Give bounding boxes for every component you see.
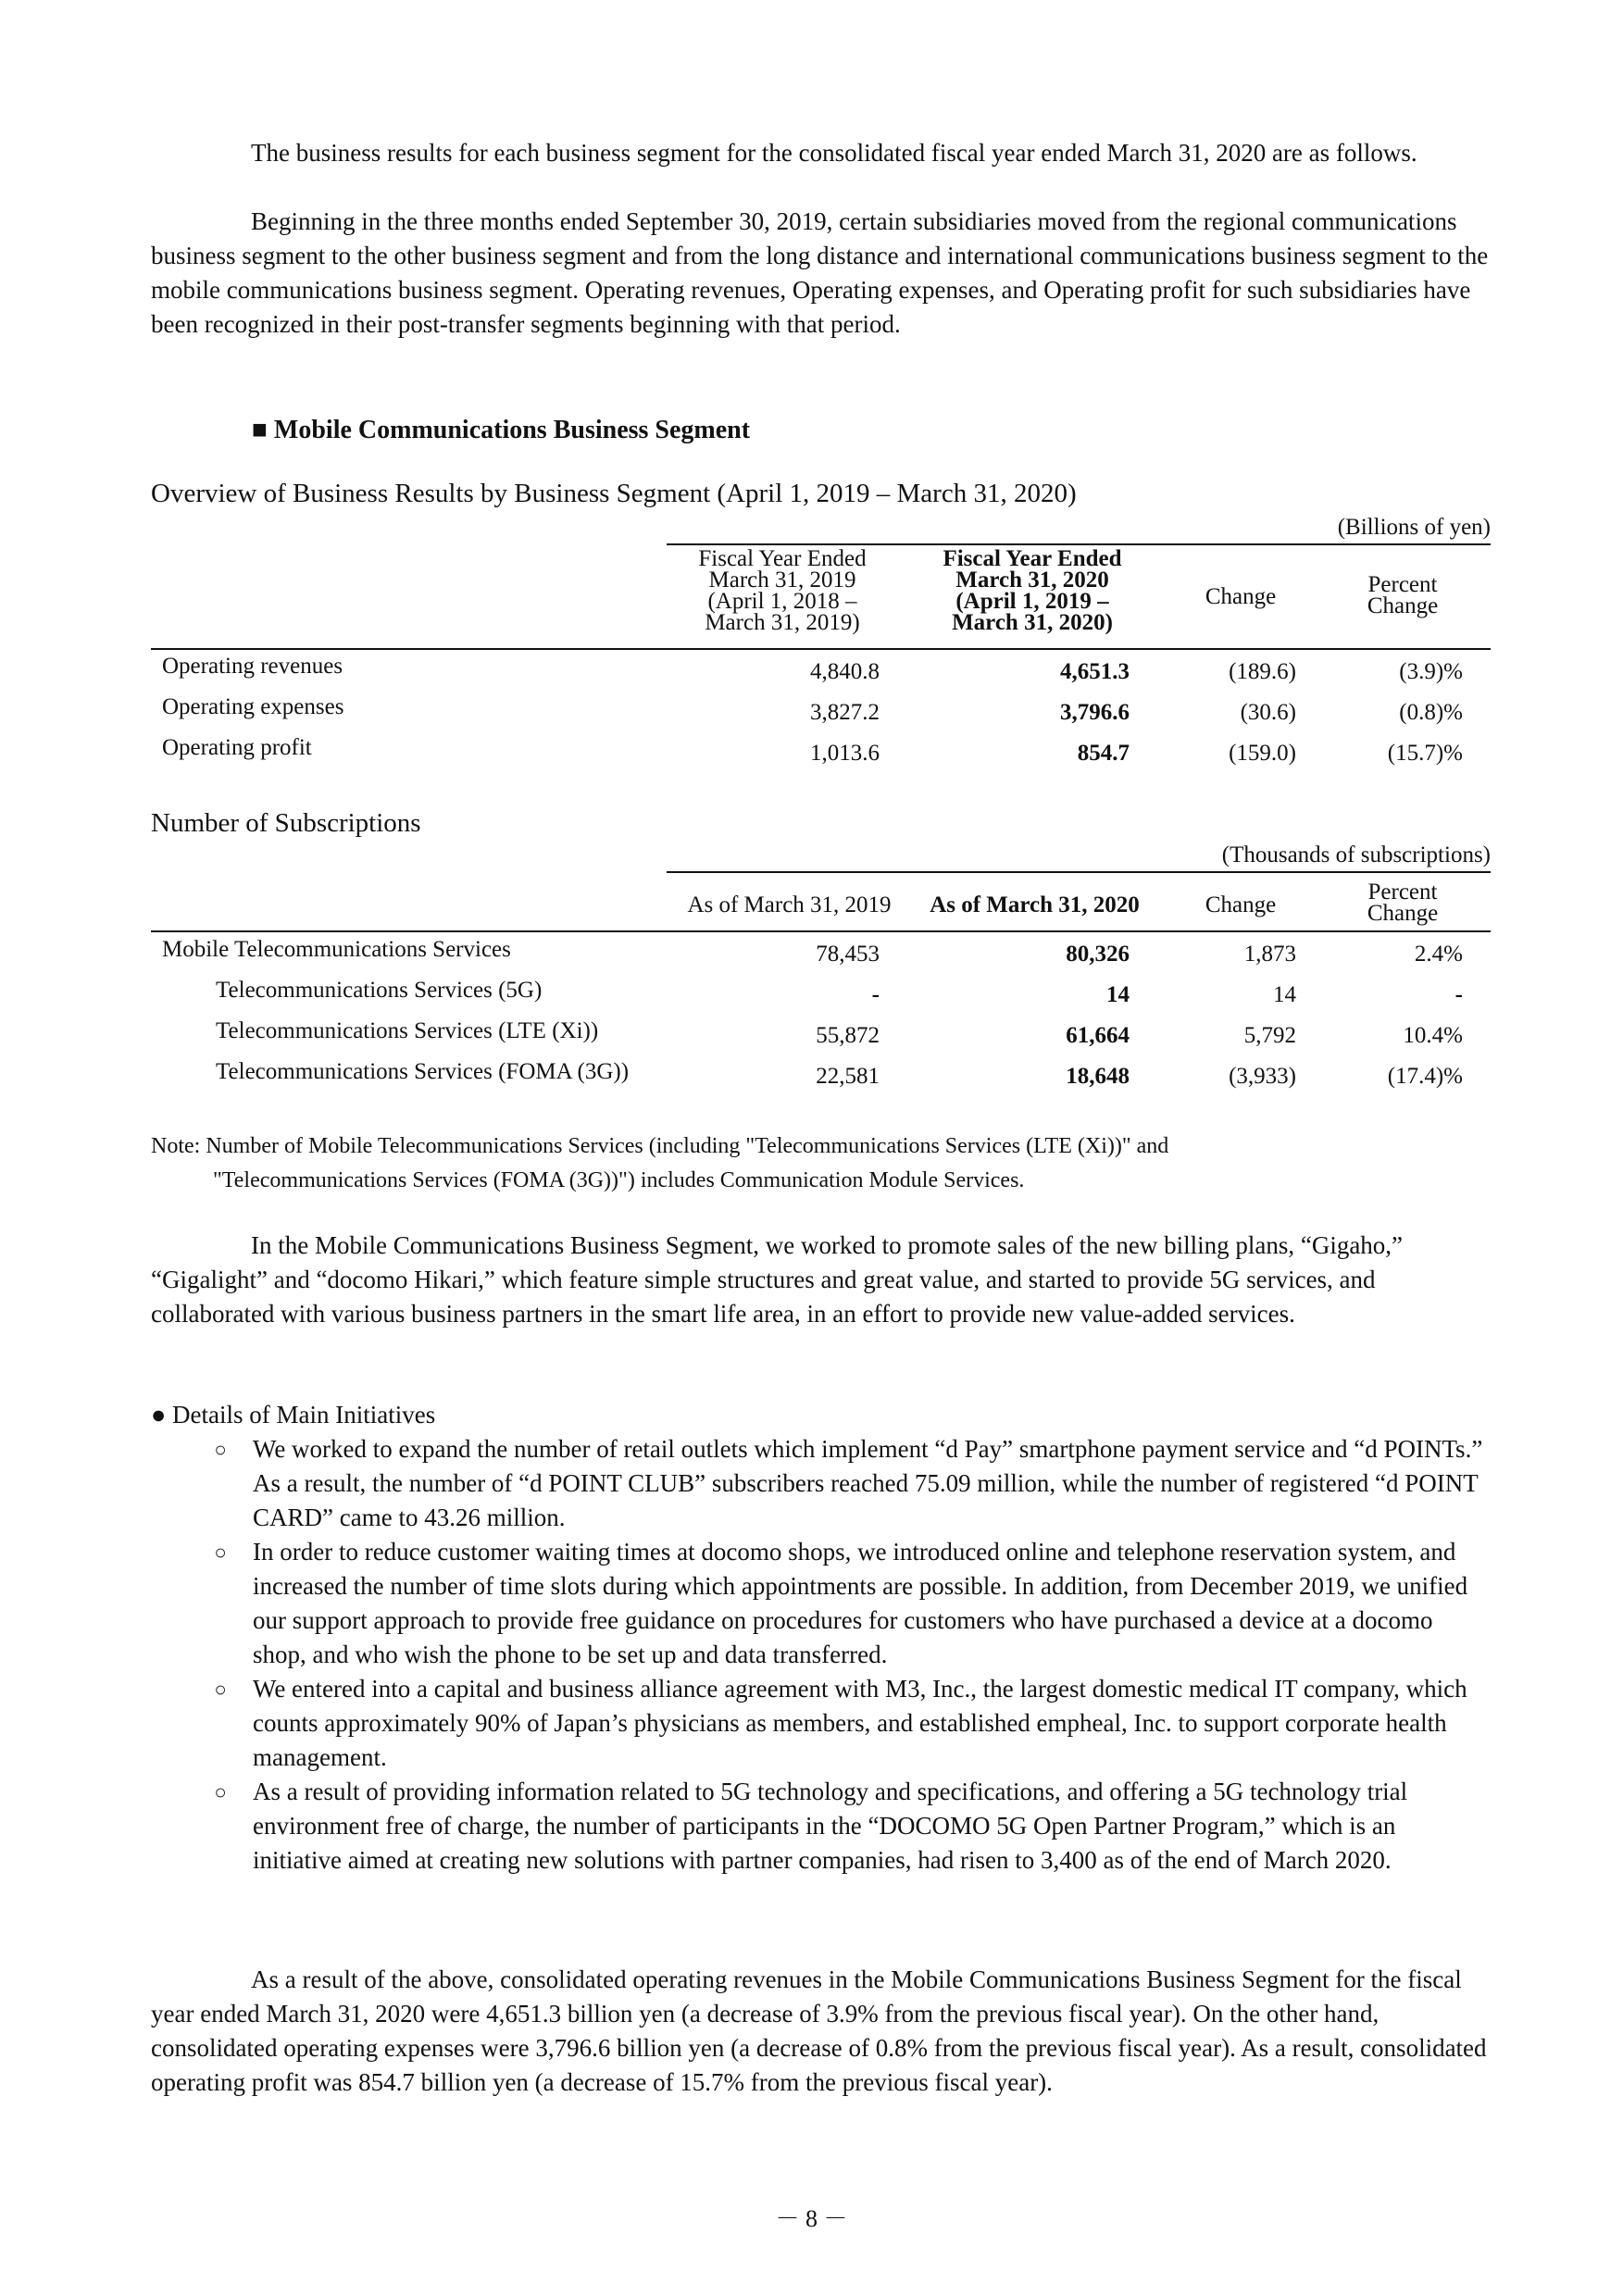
initiatives-list	[151, 1432, 1491, 1878]
overview-header-fy2020-line: March 31, 2020)	[952, 610, 1113, 635]
initiatives-heading: ● Details of Main Initiatives	[151, 1401, 436, 1429]
circle-bullet-icon: ○	[214, 1541, 227, 1564]
subscriptions-row-pct: 10.4%	[1403, 1023, 1463, 1048]
overview-row-change: (159.0)	[1229, 741, 1296, 766]
overview-top-rule	[667, 543, 1491, 545]
subscriptions-header-pct-line: Percent	[1367, 880, 1438, 905]
subscriptions-row-as2020: 14	[1106, 982, 1130, 1007]
overview-header-fy2019-line: Fiscal Year Ended	[698, 546, 867, 571]
intro-paragraph-1-text: The business results for each business segment for the consolidated fiscal year ended March 31, 2020 are as follows.	[251, 139, 1417, 167]
overview-header-fy2019-line: March 31, 2019)	[705, 610, 860, 635]
overview-header-pct-line: Percent	[1367, 572, 1438, 597]
overview-row-fy2019: 4,840.8	[810, 659, 880, 684]
overview-header-fy2019	[671, 548, 893, 633]
initiative-text: As a result of providing information related to 5G technology and specifications, and offering a 5G technology trial environment free of charge, the number of participants in the “DOCOMO 5G Open Partner Program,” which is an initiative aimed at creating new solutions with partner companies, had risen to 3,400 as of the end of March 2020.	[253, 1778, 1408, 1874]
overview-header-fy2019-line: (April 1, 2018 –	[707, 589, 857, 614]
initiative-item	[151, 1672, 1491, 1775]
circle-bullet-icon: ○	[214, 1438, 227, 1461]
overview-row-pct: (0.8)%	[1399, 700, 1463, 725]
initiative-text: We worked to expand the number of retail outlets which implement “d Pay” smartphone payment service and “d POINTs.” As a result, the number of “d POINT CLUB” subscribers reached 75.09 million, while the number of registered “d POINT CARD” came to 43.26 million.	[253, 1435, 1483, 1531]
subscriptions-row-as2019: -	[871, 982, 880, 1007]
overview-row-label: Operating profit	[162, 735, 312, 760]
subscriptions-units: (Thousands of subscriptions)	[1221, 842, 1491, 867]
overview-header-change: Change	[1205, 584, 1277, 609]
overview-row-label: Operating revenues	[162, 654, 343, 679]
overview-header-pct	[1324, 574, 1481, 617]
subscriptions-row-pct: -	[1454, 982, 1463, 1007]
overview-row-label: Operating expenses	[162, 694, 344, 719]
subscriptions-row-label: Telecommunications Services (5G)	[216, 978, 543, 1003]
circle-bullet-icon: ○	[214, 1780, 227, 1803]
overview-header-rule	[151, 648, 1491, 650]
subscriptions-row-as2020: 18,648	[1066, 1064, 1130, 1089]
overview-row-fy2020: 4,651.3	[1060, 659, 1130, 684]
overview-header-fy2020-line: (April 1, 2019 –	[955, 589, 1109, 614]
subscriptions-row-as2020: 80,326	[1066, 942, 1130, 967]
subscriptions-row-change: 14	[1273, 982, 1296, 1007]
subscriptions-header-rule	[151, 930, 1491, 932]
overview-row-pct: (15.7)%	[1387, 741, 1463, 766]
overview-units: (Billions of yen)	[1337, 515, 1491, 540]
subscriptions-row-as2019: 78,453	[816, 942, 880, 967]
overview-row-change: (30.6)	[1240, 700, 1296, 725]
subscriptions-header-as2020: As of March 31, 2020	[930, 892, 1140, 917]
subscriptions-row-change: 5,792	[1243, 1023, 1296, 1048]
summary-paragraph	[151, 1963, 1491, 2100]
overview-row-fy2020: 3,796.6	[1060, 700, 1130, 725]
subscriptions-header-pct-line: Change	[1367, 901, 1439, 926]
subscriptions-header-as2019: As of March 31, 2019	[687, 892, 892, 917]
segment-heading: ■ Mobile Communications Business Segment	[252, 416, 751, 444]
subscriptions-row-label: Telecommunications Services (LTE (Xi))	[216, 1018, 599, 1043]
intro-paragraph-2	[151, 205, 1491, 342]
overview-header-fy2019-line: March 31, 2019	[708, 568, 856, 593]
subscriptions-row-as2019: 55,872	[816, 1023, 880, 1048]
overview-row-pct: (3.9)%	[1399, 659, 1463, 684]
initiative-text: In order to reduce customer waiting times at docomo shops, we introduced online and telephone reservation system, and increased the number of time slots during which appointments are possible. In addition, from December 2019, we unified our support approach to provide free guidance on procedures for customers who have purchased a device at a docomo shop, and who wish the phone to be set up and data transferred.	[253, 1538, 1468, 1668]
subscriptions-row-pct: (17.4)%	[1387, 1064, 1463, 1089]
overview-row-change: (189.6)	[1229, 659, 1296, 684]
subscriptions-row-change: 1,873	[1243, 942, 1296, 967]
subscriptions-row-as2019: 22,581	[816, 1064, 880, 1089]
overview-row-fy2019: 1,013.6	[810, 741, 880, 766]
overview-header-pct-line: Change	[1367, 593, 1439, 618]
table-note-line: "Telecommunications Services (FOMA (3G))") includes Communication Module Services.	[213, 1168, 1025, 1192]
circle-bullet-icon: ○	[214, 1678, 227, 1701]
summary-paragraph-text: As a result of the above, consolidated operating revenues in the Mobile Communications Business Segment for the fiscal year ended March 31, 2020 were 4,651.3 billion yen (a decrease of 3.9% from the previous fiscal year). On the other hand, consolidated operating expenses were 3,796.6 billion yen (a decrease of 0.8% from the previous fiscal year). As a result, consolidated operating profit was 854.7 billion yen (a decrease of 15.7% from the previous fiscal year).	[151, 1965, 1487, 2096]
intro-paragraph-2-text: Beginning in the three months ended September 30, 2019, certain subsidiaries moved from the regional communications business segment to the other business segment and from the long distance and international communications business segment to the mobile communications business segment. Operating revenues, Operating expenses, and Operating profit for such subsidiaries have been recognized in their post-transfer segments beginning with that period.	[151, 207, 1489, 338]
subscriptions-row-change: (3,933)	[1229, 1064, 1296, 1089]
subscriptions-row-as2020: 61,664	[1066, 1023, 1130, 1048]
table-note	[151, 1129, 1491, 1198]
subscriptions-header-change: Change	[1205, 892, 1277, 917]
body-paragraph	[151, 1229, 1491, 1331]
intro-paragraph-1	[151, 136, 1491, 170]
subscriptions-top-rule	[667, 871, 1491, 873]
initiative-item	[151, 1432, 1491, 1535]
subscriptions-row-label: Telecommunications Services (FOMA (3G))	[216, 1059, 630, 1084]
overview-row-fy2020: 854.7	[1077, 741, 1130, 766]
overview-title: Overview of Business Results by Business Segment (April 1, 2019 – March 31, 2020)	[151, 479, 1077, 508]
overview-header-fy2020	[917, 548, 1148, 633]
subscriptions-header-pct	[1324, 881, 1481, 924]
page-number: － 8 －	[775, 2205, 848, 2232]
initiative-text: We entered into a capital and business alliance agreement with M3, Inc., the largest domestic medical IT company, which counts approximately 90% of Japan’s physicians as members, and established empheal, Inc. to support corporate health management.	[253, 1675, 1467, 1771]
subscriptions-row-label: Mobile Telecommunications Services	[162, 937, 511, 962]
body-paragraph-text: In the Mobile Communications Business Segment, we worked to promote sales of the new billing plans, “Gigaho,” “Gigalight” and “docomo Hikari,” which feature simple structures and great value, and started to provide 5G services, and collaborated with various business partners in the smart life area, in an effort to provide new value-added services.	[151, 1231, 1404, 1328]
overview-header-fy2020-line: March 31, 2020	[955, 568, 1109, 593]
subscriptions-row-pct: 2.4%	[1414, 942, 1463, 967]
subscriptions-title: Number of Subscriptions	[151, 808, 421, 838]
initiative-item	[151, 1535, 1491, 1672]
table-note-line: Note: Number of Mobile Telecommunications Services (including "Telecommunications Services (LTE (Xi))" and	[151, 1134, 1169, 1158]
overview-row-fy2019: 3,827.2	[810, 700, 880, 725]
initiative-item	[151, 1775, 1491, 1878]
overview-header-fy2020-line: Fiscal Year Ended	[943, 546, 1122, 571]
